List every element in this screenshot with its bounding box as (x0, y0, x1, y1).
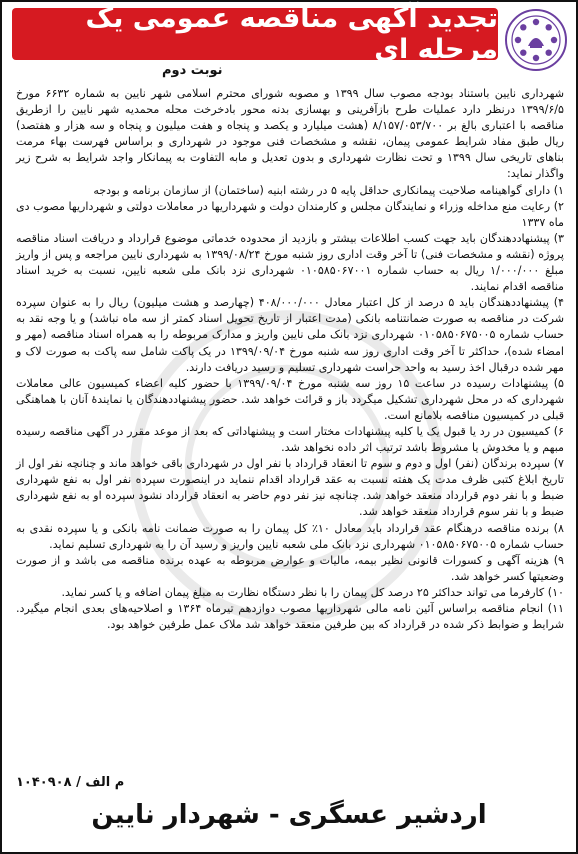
clause-6: ۶) کمیسیون در رد یا قبول یک یا کلیه پیشنهادات مختار است و پیشنهاداتی که بعد از موعد مقرر در آگهی مناقصه رسیده مبهم و یا مخدوش یا مشروط باشد ترتیب اثر داده نخواهد شد. (16, 424, 564, 455)
clause-4: ۴) پیشنهاددهندگان باید ۵ درصد از کل اعتبار معادل ۴۰۸/۰۰۰/۰۰۰ (چهارصد و هشت میلیون) ریال را به عنوان سپرده شرکت در مناقصه به صورت ضمانتنامه بانکی (مدت اعتبار از تاریخ تحویل اسناد کمتر از سه ماه نباشد) و یا وجه نقد به حساب شماره ۰۱۰۵۸۵۰۶۷۵۰۰۵ شهرداری نزد بانک ملی نایین واریز و مدارک مربوطه را به همراه اسناد مناقصه (مهر و امضاء شده)، حداکثر تا آخر وقت اداری روز سه شنبه مورخ ۱۳۹۹/۰۹/۰۴ در یک پاکت شامل سه پاکت به صورت لاک و مهر شده درقبال اخذ رسید به واحد حراست شهرداری تسلیم و رسید دریافت دارند. (16, 296, 565, 374)
notice-body (16, 86, 564, 633)
signature: اردشیر عسگری - شهردار نایین (91, 800, 487, 830)
clause-5: ۵) پیشنهادات رسیده در ساعت ۱۵ روز سه شنبه مورخ ۱۳۹۹/۰۹/۰۴ با حضور کلیه اعضاء کمیسیون عالی معاملات شهرداری که در محل شهرداری تشکیل میگردد باز و قرائت خواهد شد. حضور پیشنهاددهندگان یا نمایندۀ آنان با هماهنگی قبلی در کمیسیون مناقصه بلامانع است. (16, 376, 564, 422)
notice-code: م الف / ۱۰۴۰۹۰۸ (16, 775, 125, 790)
clause-7: ۷) سپرده برندگان (نفر) اول و دوم و سوم تا انعقاد قرارداد با نفر اول در شهرداری باقی خواهد ماند و چنانچه نفر اول از تاریخ ابلاغ کتبی ظرف مدت یک هفته نسبت به عقد قرارداد اقدام ننماید در اینصورت سپرده نفر اول به نفع شهرداری ضبط و با نفر دوم قرارداد منعقد خواهد شد. چنانچه نیز نفر دوم حاضر به انعقاد قرارداد نشود سپرده او به نفع شهرداری ضبط و با نفر سوم قرارداد منعقد خواهد شد. (16, 457, 564, 519)
notice-header (2, 2, 576, 84)
notice-title: تجدید آگهی مناقصه عمومی یک مرحله ای (12, 8, 498, 60)
clause-10: ۱۰) کارفرما می تواند حداکثر ۲۵ درصد کل پیمان را با نظر دستگاه نظارت به مبلغ پیمان اضافه و یا کسر نماید. (61, 585, 564, 599)
clause-9: ۹) هزینه آگهی و کسورات قانونی نظیر بیمه، مالیات و عوارض مربوطه به عهده برنده مناقصه می باشد و از صورت وضعیتها کسر خواهد شد. (16, 553, 564, 583)
clause-11: ۱۱) انجام مناقصه براساس آئین نامه مالی شهرداریها مصوب دوازدهم تیرماه ۱۳۶۴ و اصلاحیه‌های بعدی انجام میگیرد. شرایط و ضوابط ذکر شده در قرارداد که بین طرفین منعقد خواهد شد ملاک عمل طرفین خواهد بود. (16, 602, 564, 632)
notice-intro: شهرداری نایین باستناد بودجه مصوب سال ۱۳۹۹ و مصوبه شورای محترم اسلامی شهر نایین به شماره ۶۶۳۲ مورخ ۱۳۹۹/۶/۵ درنظر دارد عملیات طرح بازآفرینی و بهسازی بدنه محور بادخرخت محله محمدیه شهر نایین را ازطریق مناقصه با اعتباری بالغ بر ۸/۱۵۷/۰۵۳/۷۰۰ (هشت میلیارد و یکصد و پنجاه و هفت میلیون و پنجاه و سه هزار و هفتصد) ریال طبق مفاد شرایط عمومی پیمان، نقشه و مشخصات فنی موجود در شهرداری و براساس فهرست بهاء مرمت بناهای تاریخی سال ۱۳۹۹ و تحت نظارت شهرداری و بدون تعدیل و مابه التفاوت به پیمانکار واجد شرایط به شرح زیر واگذار نماید: (16, 87, 565, 181)
clause-3: ۳) پیشنهاددهندگان باید جهت کسب اطلاعات بیشتر و بازدید از محدوده خدماتی موضوع قرارداد و دریافت اسناد مناقصه پروژه (نقشه و مشخصات فنی) تا آخر وقت اداری روز شنبه مورخ ۱۳۹۹/۰۸/۲۴ به شهرداری نایین مراجعه و پس از واریز مبلغ ۱/۰۰۰/۰۰۰ ریال به حساب شماره ۰۱۰۵۸۵۰۶۷۰۰۱ شهرداری نزد بانک ملی شعبه نایین، نسبت به خرید اسناد مناقصه اقدام نمایند. (16, 231, 564, 294)
notice-round-badge: نوبت دوم (162, 62, 223, 78)
clause-2: ۲) رعایت منع مداخله وزراء و نمایندگان مجلس و کارمندان دولت و شهرداریها در معاملات دولتی و شهرداریها مصوب دی ماه ۱۳۳۷ (16, 199, 564, 229)
clause-8: ۸) برنده مناقصه درهنگام عقد قرارداد باید معادل ۱۰٪ کل پیمان را به صورت ضمانت نامه بانکی و یا سپرده نقدی به حساب شماره ۰۱۰۵۸۵۰۶۷۵۰۰۵ شهرداری نزد بانک ملی شعبه نایین واریز و رسید آن را به شهرداری تسلیم نماید. (16, 521, 564, 551)
clause-1: ۱) دارای گواهینامه صلاحیت پیمانکاری حداقل پایه ۵ در رشته ابنیه (ساختمان) از سازمان برنامه و بودجه (93, 183, 564, 197)
municipality-logo-icon (504, 8, 568, 72)
